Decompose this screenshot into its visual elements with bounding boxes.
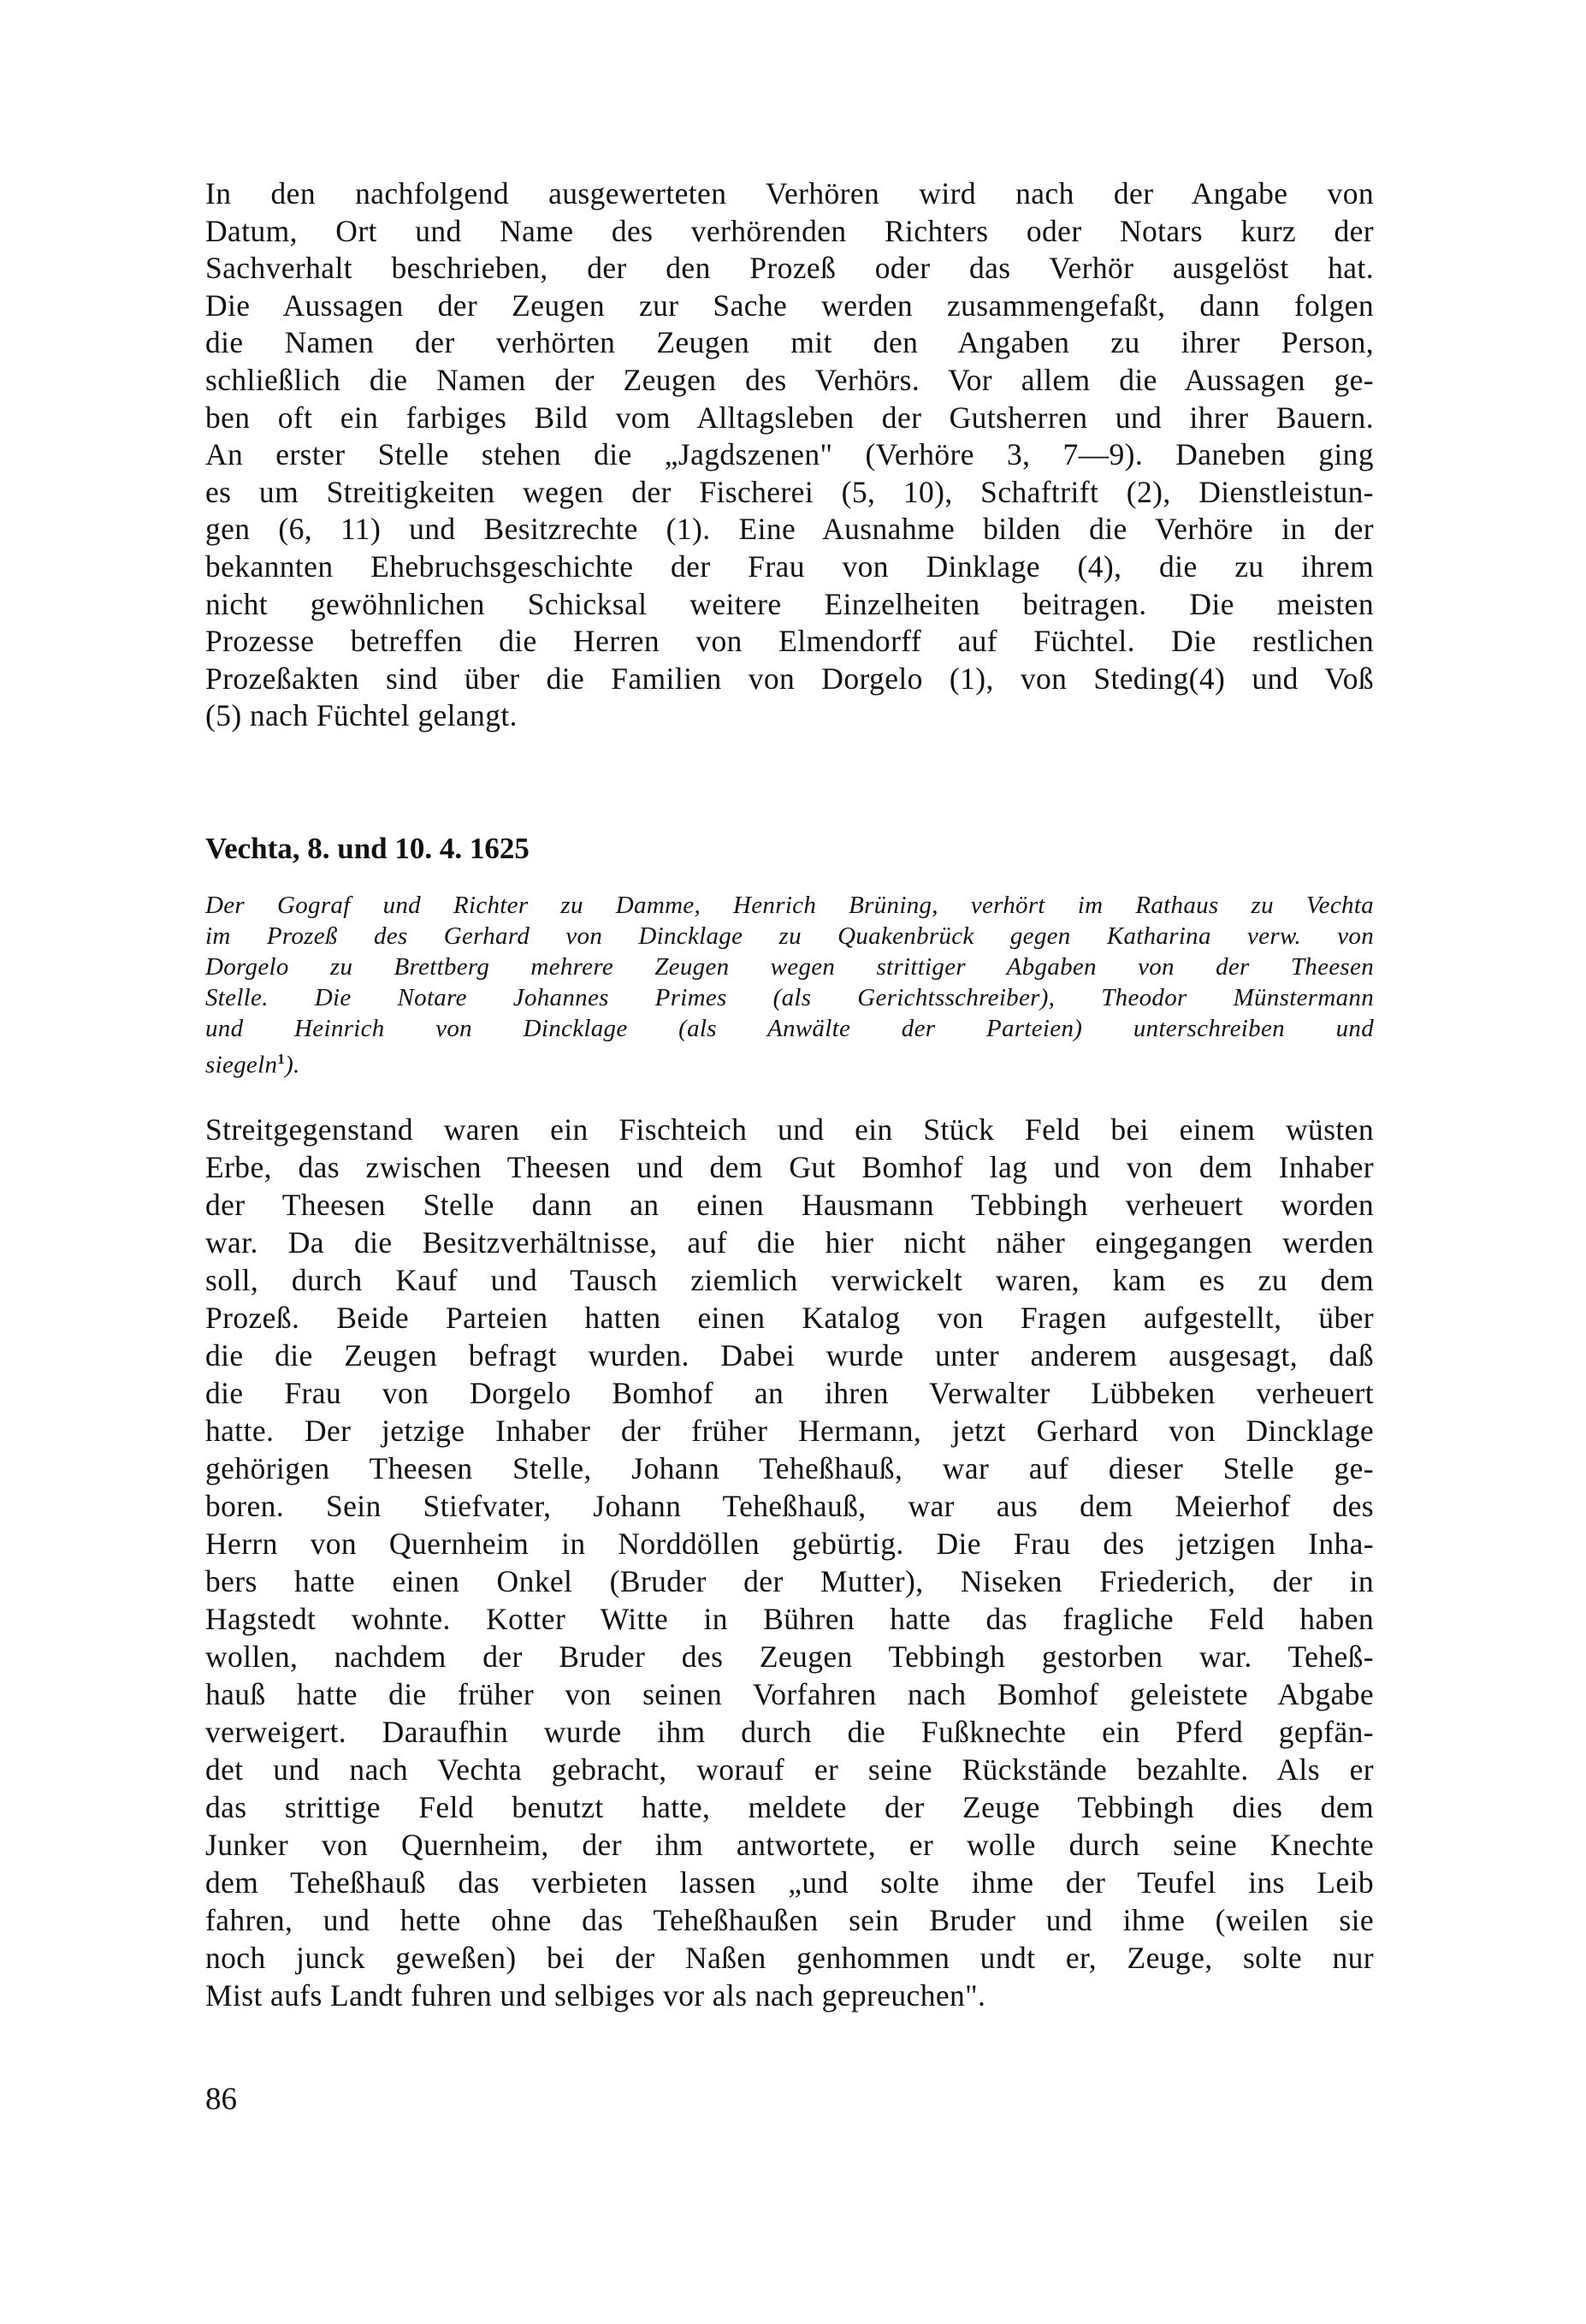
summary-line: und Heinrich von Dincklage (als Anwälte der Parteien) unterschreiben und [205, 1015, 1374, 1042]
body-line: fahren, und hette ohne das Teheßhaußen sein Bruder und ihme (weilen sie [205, 1903, 1374, 1937]
intro-line: schließlich die Namen der Zeugen des Verhörs. Vor allem die Aussagen ge- [205, 363, 1374, 397]
body-line: boren. Sein Stiefvater, Johann Teheßhauß, war aus dem Meierhof des [205, 1489, 1374, 1523]
body-line: Streitgegenstand waren ein Fischteich und ein Stück Feld bei einem wüsten [205, 1112, 1374, 1147]
body-line: die die Zeugen befragt wurden. Dabei wurde unter anderem ausgesagt, daß [205, 1338, 1374, 1372]
intro-line: es um Streitigkeiten wegen der Fischerei (5, 10), Schaftrift (2), Dienstleistun- [205, 475, 1374, 509]
intro-line: In den nachfolgend ausgewerteten Verhören wird nach der Angabe von [205, 176, 1374, 210]
summary-line: Der Gograf und Richter zu Damme, Henrich Brüning, verhört im Rathaus zu Vechta [205, 892, 1374, 919]
body-line: soll, durch Kauf und Tausch ziemlich verwickelt waren, kam es zu dem [205, 1263, 1374, 1297]
intro-line: Sachverhalt beschrieben, der den Prozeß oder das Verhör ausgelöst hat. [205, 251, 1374, 285]
body-line: dem Teheßhauß das verbieten lassen „und solte ihme der Teufel ins Leib [205, 1865, 1374, 1900]
summary-last-line [205, 1044, 300, 1081]
summary-line: im Prozeß des Gerhard von Dincklage zu Quakenbrück gegen Katharina verw. von [205, 922, 1374, 950]
body-line: Erbe, das zwischen Theesen und dem Gut Bomhof lag und von dem Inhaber [205, 1150, 1374, 1184]
intro-line: Prozeßakten sind über die Familien von Dorgelo (1), von Steding(4) und Voß [205, 661, 1374, 696]
intro-line: gen (6, 11) und Besitzrechte (1). Eine Ausnahme bilden die Verhöre in der [205, 512, 1374, 546]
intro-line: (5) nach Füchtel gelangt. [205, 698, 518, 732]
summary-line: Stelle. Die Notare Johannes Primes (als Gerichtsschreiber), Theodor Münstermann [205, 984, 1374, 1011]
body-line: verweigert. Daraufhin wurde ihm durch die Fußknechte ein Pferd gepfän- [205, 1715, 1374, 1749]
body-line: Herrn von Quernheim in Norddöllen gebürtig. Die Frau des jetzigen Inha- [205, 1527, 1374, 1561]
page-number: 86 [205, 2082, 237, 2117]
intro-line: bekannten Ehebruchsgeschichte der Frau von Dinklage (4), die zu ihrem [205, 549, 1374, 584]
body-line: die Frau von Dorgelo Bomhof an ihren Verwalter Lübbeken verheuert [205, 1376, 1374, 1410]
body-line: Mist aufs Landt fuhren und selbiges vor als nach gepreuchen". [205, 1978, 986, 2013]
body-line: hauß hatte die früher von seinen Vorfahren nach Bomhof geleistete Abgabe [205, 1677, 1374, 1711]
body-line: wollen, nachdem der Bruder des Zeugen Tebbingh gestorben war. Teheß- [205, 1639, 1374, 1674]
body-line: hatte. Der jetzige Inhaber der früher Hermann, jetzt Gerhard von Dincklage [205, 1414, 1374, 1448]
body-line: Prozeß. Beide Parteien hatten einen Katalog von Fragen aufgestellt, über [205, 1301, 1374, 1335]
body-line: Hagstedt wohnte. Kotter Witte in Bühren hatte das fragliche Feld haben [205, 1602, 1374, 1636]
summary-end: ). [285, 1051, 300, 1079]
body-line: det und nach Vechta gebracht, worauf er seine Rückstände bezahlte. Als er [205, 1752, 1374, 1787]
body-line: Junker von Quernheim, der ihm antwortete, er wolle durch seine Knechte [205, 1828, 1374, 1862]
intro-line: ben oft ein farbiges Bild vom Alltagsleben der Gutsherren und ihrer Bauern. [205, 400, 1374, 435]
body-line: noch junck geweßen) bei der Naßen genhommen undt er, Zeuge, solte nur [205, 1941, 1374, 1975]
intro-line: Datum, Ort und Name des verhörenden Richters oder Notars kurz der [205, 214, 1374, 248]
intro-line: die Namen der verhörten Zeugen mit den Angaben zu ihrer Person, [205, 325, 1374, 359]
body-line: gehörigen Theesen Stelle, Johann Teheßhauß, war auf dieser Stelle ge- [205, 1451, 1374, 1485]
summary-line: siegeln [205, 1051, 278, 1079]
footnote-marker: 1 [277, 1051, 286, 1067]
body-line: der Theesen Stelle dann an einen Hausmann Tebbingh verheuert worden [205, 1188, 1374, 1222]
intro-line: Die Aussagen der Zeugen zur Sache werden zusammengefaßt, dann folgen [205, 288, 1374, 323]
body-line: bers hatte einen Onkel (Bruder der Mutter), Niseken Friederich, der in [205, 1564, 1374, 1598]
body-line: das strittige Feld benutzt hatte, meldete der Zeuge Tebbingh dies dem [205, 1790, 1374, 1824]
intro-line: nicht gewöhnlichen Schicksal weitere Einzelheiten beitragen. Die meisten [205, 587, 1374, 621]
intro-line: An erster Stelle stehen die „Jagdszenen" (Verhöre 3, 7—9). Daneben ging [205, 437, 1374, 471]
section-heading: Vechta, 8. und 10. 4. 1625 [205, 832, 530, 865]
intro-line: Prozesse betreffen die Herren von Elmendorff auf Füchtel. Die restlichen [205, 624, 1374, 658]
summary-line: Dorgelo zu Brettberg mehrere Zeugen wegen strittiger Abgaben von der Theesen [205, 953, 1374, 981]
body-line: war. Da die Besitzverhältnisse, auf die hier nicht näher eingegangen werden [205, 1225, 1374, 1260]
